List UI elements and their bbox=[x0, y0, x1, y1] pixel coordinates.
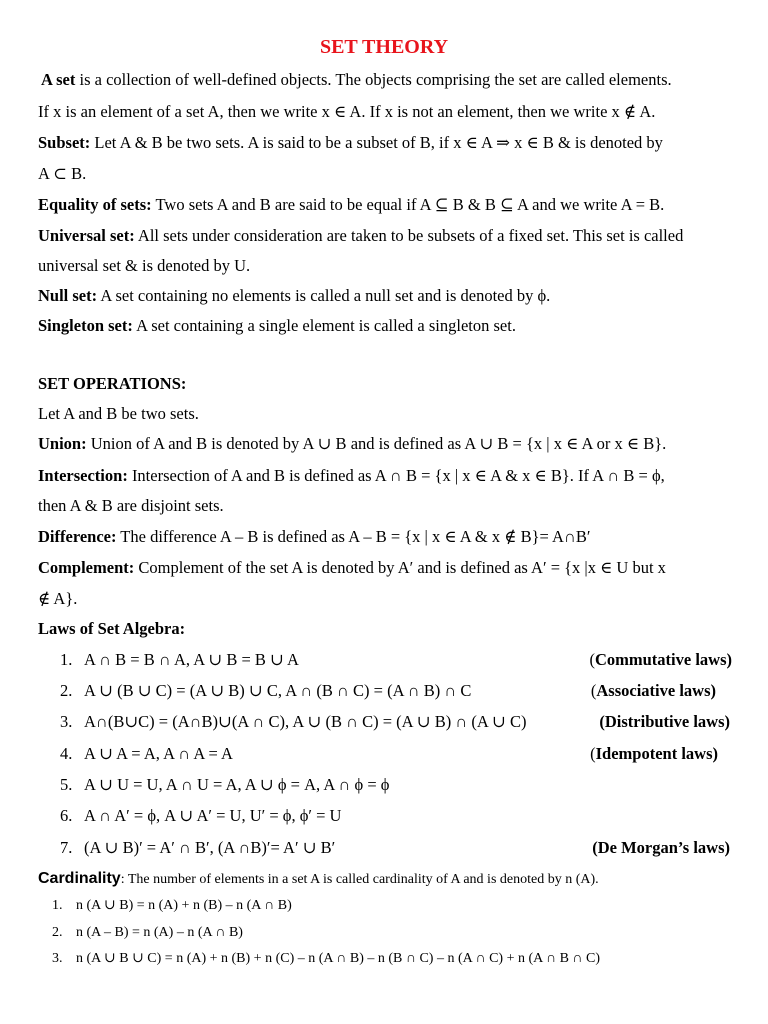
law-item bbox=[60, 775, 732, 795]
subset-definition-text: Let A & B be two sets. A is said to be a subset of B, if x ∈ A ⇒ x ∈ B & is denoted by bbox=[90, 133, 663, 152]
complement-definition-text: Complement of the set A is denoted by A′ and is defined as A′ = {x |x ∈ U but x bbox=[134, 558, 666, 577]
complement-definition-line2: ∉ A}. bbox=[38, 589, 78, 608]
law-item bbox=[60, 712, 730, 732]
universal-definition-line2: universal set & is denoted by U. bbox=[38, 256, 251, 275]
law-name-paren: ( bbox=[590, 681, 597, 700]
law-item bbox=[60, 650, 732, 670]
formula-number: 2. bbox=[52, 925, 63, 940]
law-formula: A ∩ B = B ∩ A, A ∪ B = B ∪ A bbox=[84, 650, 299, 669]
cardinality-formula bbox=[52, 924, 243, 942]
null-definition bbox=[38, 286, 550, 306]
set-operations-intro: Let A and B be two sets. bbox=[38, 404, 199, 423]
law-item bbox=[60, 838, 730, 858]
law-formula: A∩(B∪C) = (A∩B)∪(A ∩ C), A ∪ (B ∩ C) = (A ∪ B) ∩ (A ∪ C) bbox=[84, 712, 527, 731]
law-item bbox=[60, 744, 718, 764]
law-name-text: Idempotent laws) bbox=[595, 744, 718, 763]
law-formula: A ∪ (B ∪ C) = (A ∪ B) ∪ C, A ∩ (B ∩ C) = (A ∩ B) ∩ C bbox=[84, 681, 472, 700]
intersection-term: Intersection: bbox=[38, 466, 128, 485]
cardinality-term: Cardinality bbox=[38, 870, 121, 887]
law-name bbox=[599, 712, 730, 732]
null-term: Null set: bbox=[38, 286, 98, 305]
union-term: Union: bbox=[38, 434, 87, 453]
union-definition bbox=[38, 434, 666, 454]
set-operations-heading: SET OPERATIONS: bbox=[38, 374, 187, 393]
null-definition-text: A set containing no elements is called a null set and is denoted by ϕ. bbox=[97, 286, 551, 305]
universal-definition-text: All sets under consideration are taken to be subsets of a fixed set. This set is called bbox=[134, 226, 684, 245]
law-name bbox=[590, 744, 718, 764]
subset-definition-line1 bbox=[38, 133, 663, 153]
law-number: 7. bbox=[60, 838, 73, 857]
cardinality-definition bbox=[38, 868, 599, 890]
law-number: 6. bbox=[60, 806, 73, 825]
equality-term: Equality of sets: bbox=[38, 195, 152, 214]
universal-definition-line1 bbox=[38, 226, 683, 246]
law-name-paren: ( bbox=[589, 650, 595, 669]
law-formula: A ∪ U = U, A ∩ U = A, A ∪ ϕ = A, A ∩ ϕ = ϕ bbox=[84, 775, 390, 794]
formula-number: 3. bbox=[52, 951, 63, 966]
subset-term: Subset: bbox=[38, 133, 91, 152]
set-term: A set bbox=[41, 70, 76, 89]
difference-definition-text: The difference A – B is defined as A – B = {x | x ∈ A & x ∉ B}= A∩B′ bbox=[116, 527, 591, 546]
complement-definition-line1 bbox=[38, 558, 666, 578]
cardinality-formula bbox=[52, 950, 600, 968]
formula-number: 1. bbox=[52, 898, 63, 913]
law-item bbox=[60, 681, 716, 701]
law-name bbox=[591, 681, 716, 701]
union-definition-text: Union of A and B is denoted by A ∪ B and is defined as A ∪ B = {x | x ∈ A or x ∈ B}. bbox=[86, 434, 667, 453]
intersection-definition-text: Intersection of A and B is defined as A ∩ B = {x | x ∈ A & x ∈ B}. If A ∩ B = ϕ, bbox=[127, 466, 665, 485]
law-name-text: (Distributive laws) bbox=[599, 712, 730, 731]
difference-definition bbox=[38, 527, 590, 547]
law-number: 2. bbox=[60, 681, 73, 700]
law-number: 1. bbox=[60, 650, 73, 669]
law-name-text: Commutative laws) bbox=[594, 650, 732, 669]
singleton-term: Singleton set: bbox=[38, 316, 133, 335]
law-name-paren: ( bbox=[590, 744, 596, 763]
formula-text: n (A – B) = n (A) – n (A ∩ B) bbox=[76, 925, 243, 940]
law-number: 3. bbox=[60, 712, 73, 731]
law-number: 5. bbox=[60, 775, 73, 794]
law-name-text: (De Morgan’s laws) bbox=[592, 838, 730, 857]
equality-definition bbox=[38, 195, 664, 215]
universal-term: Universal set: bbox=[38, 226, 135, 245]
set-definition-line2: If x is an element of a set A, then we write x ∈ A. If x is not an element, then we write x ∉ A. bbox=[38, 102, 656, 121]
law-formula: A ∪ A = A, A ∩ A = A bbox=[84, 744, 233, 763]
law-formula: A ∩ A′ = ϕ, A ∪ A′ = U, U′ = ϕ, ϕ′ = U bbox=[84, 806, 342, 825]
complement-term: Complement: bbox=[38, 558, 135, 577]
law-name-text: Associative laws) bbox=[596, 681, 716, 700]
set-definition-text: is a collection of well-defined objects. The objects comprising the set are called elements. bbox=[75, 70, 672, 89]
cardinality-definition-text: : The number of elements in a set A is called cardinality of A and is denoted by n (A). bbox=[120, 872, 599, 887]
law-name bbox=[589, 650, 732, 670]
page-title: SET THEORY bbox=[319, 36, 449, 58]
subset-definition-line2: A ⊂ B. bbox=[38, 164, 87, 183]
formula-text: n (A ∪ B) = n (A) + n (B) – n (A ∩ B) bbox=[76, 898, 292, 913]
cardinality-formula bbox=[52, 897, 292, 915]
difference-term: Difference: bbox=[38, 527, 117, 546]
law-formula: (A ∪ B)′ = A′ ∩ B′, (A ∩B)′= A′ ∪ B′ bbox=[84, 838, 336, 857]
equality-definition-text: Two sets A and B are said to be equal if A ⊆ B & B ⊆ A and we write A = B. bbox=[151, 195, 665, 214]
intersection-definition-line2: then A & B are disjoint sets. bbox=[38, 496, 224, 515]
singleton-definition-text: A set containing a single element is called a singleton set. bbox=[132, 316, 516, 335]
formula-text: n (A ∪ B ∪ C) = n (A) + n (B) + n (C) – n (A ∩ B) – n (B ∩ C) – n (A ∩ C) + n (A ∩ B ∩ C) bbox=[76, 951, 601, 966]
singleton-definition bbox=[38, 316, 516, 336]
set-definition-line1 bbox=[41, 70, 672, 90]
intersection-definition-line1 bbox=[38, 466, 665, 486]
laws-heading: Laws of Set Algebra: bbox=[38, 619, 186, 638]
law-name bbox=[592, 838, 730, 858]
law-item bbox=[60, 806, 732, 826]
law-number: 4. bbox=[60, 744, 73, 763]
